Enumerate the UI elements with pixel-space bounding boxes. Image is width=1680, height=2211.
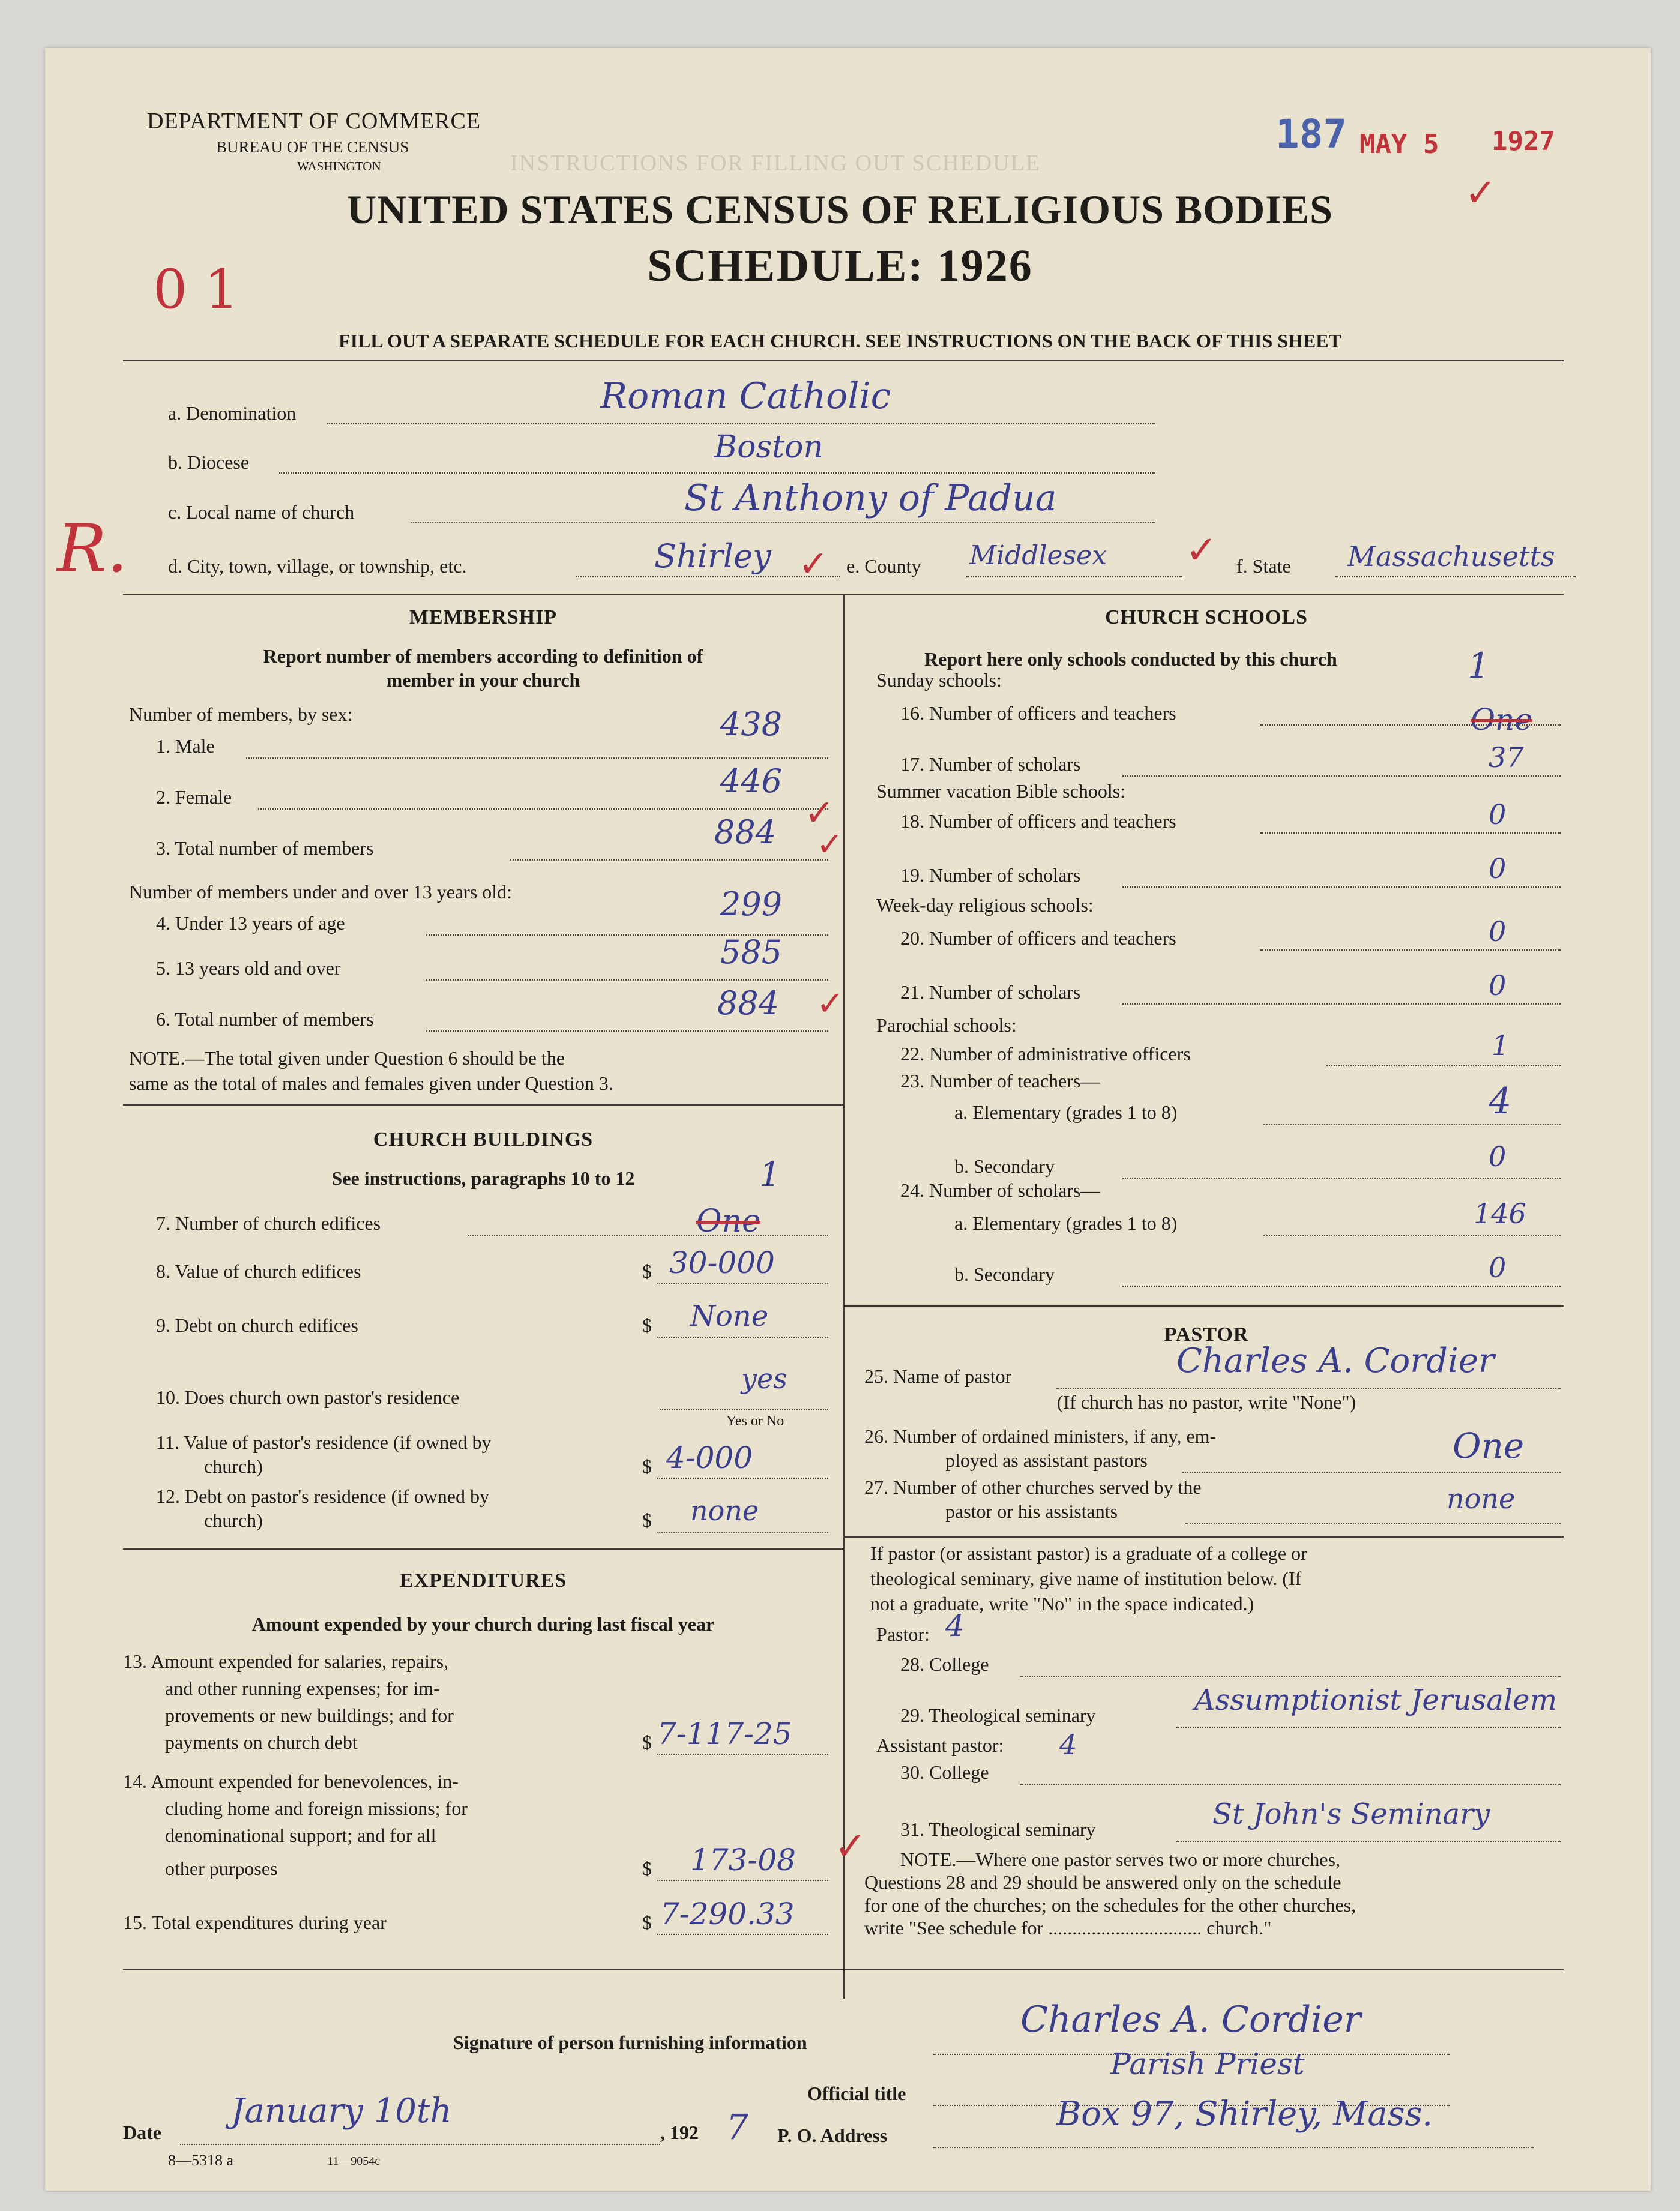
q31-label: 31. Theological seminary [900,1818,1096,1840]
state-label: f. State [1236,555,1291,577]
q26-value: One [1453,1425,1525,1466]
q15-line [657,1934,828,1935]
check-mark-icon: ✓ [798,543,829,585]
diocese-label: b. Diocese [168,451,250,473]
q2-value: 446 [720,762,783,800]
q23a-line [1263,1124,1561,1125]
section-rule [123,1548,843,1550]
q23b-label: b. Secondary [954,1155,1055,1177]
state-value: Massachusetts [1347,540,1555,573]
q22-line [1326,1065,1561,1066]
q28-label: 28. College [900,1653,989,1675]
q17-line [1122,775,1561,777]
assistant-education-mark: 4 [1059,1728,1077,1761]
q13-line-4: payments on church debt [165,1731,358,1753]
q21-line [1122,1003,1561,1005]
address-value: Box 97, Shirley, Mass. [1056,2095,1433,2134]
q7-struck-value: One [696,1203,760,1239]
q26-label-2: ployed as assistant pastors [945,1449,1148,1471]
q17-value: 37 [1489,741,1524,774]
r-annotation: R. [57,510,128,587]
column-divider [843,594,845,1999]
check-mark-icon: ✓ [816,825,844,863]
q20-label: 20. Number of officers and teachers [900,927,1176,949]
q11-line [657,1478,828,1479]
q25-label: 25. Name of pastor [864,1365,1012,1387]
weekday-schools-heading: Week-day religious schools: [876,894,1094,916]
q23a-value: 4 [1489,1080,1512,1122]
address-line [933,2147,1534,2148]
q13-line [657,1754,828,1755]
graduate-instruction-2: theological seminary, give name of institution below. (If [870,1568,1302,1589]
address-label: P. O. Address [777,2125,888,2146]
q29-value: Assumptionist Jerusalem [1194,1683,1558,1717]
vacation-schools-heading: Summer vacation Bible schools: [876,780,1126,802]
q10-label: 10. Does church own pastor's residence [156,1386,460,1408]
assistant-education-heading: Assistant pastor: [876,1734,1004,1756]
q3-label: 3. Total number of members [156,837,374,859]
graduate-instruction: If pastor (or assistant pastor) is a graduate of a college or [870,1542,1307,1564]
q30-line [1020,1784,1561,1785]
q31-value: St John's Seminary [1212,1797,1490,1831]
q16-label: 16. Number of officers and teachers [900,702,1176,724]
pastor-name-value: Charles A. Cordier [1176,1341,1495,1380]
q10-value: yes [741,1362,787,1395]
local-name-line [411,522,1155,523]
q18-label: 18. Number of officers and teachers [900,810,1176,832]
q17-label: 17. Number of scholars [900,753,1081,775]
city-value: Shirley [654,537,771,575]
q12-label-2: church) [204,1509,263,1531]
date-value: January 10th [231,2092,452,2131]
q1-label: 1. Male [156,735,215,757]
expenditures-subtitle: Amount expended by your church during last fiscal year [251,1613,715,1635]
show-through-heading: INSTRUCTIONS FOR FILLING OUT SCHEDULE [510,151,1041,176]
q2-label: 2. Female [156,786,232,808]
check-mark-icon: ✓ [1185,528,1218,573]
q6-line [426,1030,828,1032]
pastor-title: PASTOR [1164,1323,1249,1346]
q4-value: 299 [720,885,783,923]
membership-intro-2: member in your church [386,669,580,691]
q1-line [246,757,828,759]
q24a-line [1263,1235,1561,1236]
pastor-note-2: Questions 28 and 29 should be answered only on the schedule [864,1871,1341,1893]
q12-value: none [690,1494,759,1527]
q22-label: 22. Number of administrative officers [900,1043,1191,1065]
q19-label: 19. Number of scholars [900,864,1081,886]
pastor-education-heading: Pastor: [876,1623,930,1645]
section-rule [843,1305,1564,1307]
graduate-instruction-3: not a graduate, write "No" in the space indicated.) [870,1593,1254,1614]
bureau-name: BUREAU OF THE CENSUS [216,138,409,156]
county-line [966,576,1182,577]
q5-label: 5. 13 years old and over [156,957,341,979]
received-stamp-number: 187 [1275,111,1347,157]
section-rule [123,1969,1564,1970]
members-by-sex-heading: Number of members, by sex: [129,703,353,725]
q23-label: 23. Number of teachers— [900,1070,1100,1092]
q7-value: 1 [759,1155,781,1194]
q24a-value: 146 [1474,1197,1526,1230]
check-mark-icon: ✓ [816,984,845,1023]
department-name: DEPARTMENT OF COMMERCE [147,109,481,134]
q8-dollar: $ [642,1260,652,1282]
yes-no-hint: Yes or No [726,1413,784,1429]
q15-dollar: $ [642,1912,652,1933]
q14-line-4: other purposes [165,1858,278,1879]
buildings-title: CHURCH BUILDINGS [373,1128,594,1151]
denomination-line [327,423,1155,424]
q29-label: 29. Theological seminary [900,1704,1096,1726]
q13-line-2: and other running expenses; for im- [165,1677,440,1699]
pastor-note-3: for one of the churches; on the schedules for the other churches, [864,1894,1356,1916]
q16-value: 1 [1468,645,1490,686]
q2-line [258,808,828,810]
q9-label: 9. Debt on church edifices [156,1314,358,1336]
diocese-value: Boston [714,429,823,465]
schools-title: CHURCH SCHOOLS [1105,606,1308,628]
parochial-schools-heading: Parochial schools: [876,1014,1017,1036]
q14-line [657,1880,828,1881]
q7-label: 7. Number of church edifices [156,1212,381,1234]
q4-label: 4. Under 13 years of age [156,912,345,934]
county-label: e. County [846,555,921,577]
local-name-value: St Anthony of Padua [684,477,1057,519]
q21-label: 21. Number of scholars [900,981,1081,1003]
q30-label: 30. College [900,1761,989,1783]
check-mark-icon: ✓ [804,792,835,834]
q24-label: 24. Number of scholars— [900,1179,1100,1201]
form-title: UNITED STATES CENSUS OF RELIGIOUS BODIES [347,187,1333,232]
section-rule [843,1536,1564,1538]
q14-dollar: $ [642,1858,652,1879]
q10-line [660,1409,828,1410]
q11-label-2: church) [204,1455,263,1477]
diocese-line [279,472,1155,474]
check-mark-icon: ✓ [834,1824,867,1869]
q1-value: 438 [720,705,783,743]
q7-line [468,1235,828,1236]
q15-value: 7-290.33 [660,1897,795,1931]
q24a-label: a. Elementary (grades 1 to 8) [954,1212,1178,1234]
pastor-note: NOTE.—Where one pastor serves two or more churches, [900,1849,1341,1870]
q27-line [1185,1523,1561,1524]
membership-intro: Report number of members according to definition of [263,645,703,667]
q28-line [1020,1676,1561,1677]
q20-value: 0 [1489,915,1507,948]
q14-value: 173-08 [690,1843,796,1877]
q19-value: 0 [1489,852,1507,885]
signature-label: Signature of person furnishing information [453,2032,807,2053]
signature-value: Charles A. Cordier [1020,1999,1361,2041]
q18-value: 0 [1489,798,1507,831]
q9-value: None [690,1299,769,1333]
q14-line-1: 14. Amount expended for benevolences, in- [123,1770,459,1792]
expenditures-title: EXPENDITURES [399,1569,567,1592]
denomination-label: a. Denomination [168,402,297,424]
q25-note: (If church has no pastor, write "None") [1056,1391,1356,1413]
date-label: Date [123,2122,161,2143]
pastor-note-4: write "See schedule for ................................ church." [864,1917,1272,1939]
q31-line [1176,1841,1561,1842]
q22-value: 1 [1492,1029,1510,1062]
q27-label: 27. Number of other churches served by the [864,1476,1202,1498]
q27-value: none [1447,1482,1516,1515]
census-schedule-sheet [45,48,1651,2191]
print-number: 11—9054c [327,2155,381,2168]
q6-value: 884 [717,984,780,1022]
city-label: d. City, town, village, or township, etc. [168,555,467,577]
county-value: Middlesex [969,540,1107,571]
membership-note-2: same as the total of males and females given under Question 3. [129,1072,613,1094]
buildings-subtitle: See instructions, paragraphs 10 to 12 [331,1167,635,1189]
membership-note: NOTE.—The total given under Question 6 should be the [129,1047,565,1069]
q12-dollar: $ [642,1509,652,1531]
q11-value: 4-000 [666,1440,753,1475]
q29-line [1176,1727,1561,1728]
q25-line [1056,1388,1561,1389]
q9-dollar: $ [642,1314,652,1336]
sunday-schools-heading: Sunday schools: [876,669,1002,691]
q19-line [1122,886,1561,888]
q8-value: 30-000 [669,1245,775,1280]
received-stamp-date: MAY 5 [1359,129,1439,160]
q23a-label: a. Elementary (grades 1 to 8) [954,1101,1178,1123]
q9-line [657,1337,828,1338]
schools-subtitle: Report here only schools conducted by this church [924,648,1337,670]
q13-value: 7-117-25 [657,1716,792,1751]
membership-title: MEMBERSHIP [409,606,558,628]
state-line [1335,576,1576,577]
code-annotation: 0 1 [153,258,239,321]
q13-dollar: $ [642,1731,652,1753]
separate-schedule-instruction: FILL OUT A SEPARATE SCHEDULE FOR EACH CHURCH. SEE INSTRUCTIONS ON THE BACK OF THIS SHEET [339,330,1341,352]
q8-label: 8. Value of church edifices [156,1260,361,1282]
q18-line [1260,832,1561,834]
header-rule [123,360,1564,361]
q20-line [1260,949,1561,951]
q11-dollar: $ [642,1455,652,1477]
schedule-title: SCHEDULE: 1926 [647,241,1033,291]
q12-label: 12. Debt on pastor's residence (if owned by [156,1485,489,1507]
bureau-city: WASHINGTON [297,159,381,173]
q12-line [657,1532,828,1533]
pastor-education-mark: 4 [945,1608,965,1643]
q23b-line [1122,1178,1561,1179]
year-prefix: , 192 [660,2122,699,2143]
q11-label: 11. Value of pastor's residence (if owned by [156,1431,492,1453]
q26-line [1182,1472,1561,1473]
q16-struck-value: One [1471,702,1532,737]
q13-line-3: provements or new buildings; and for [165,1704,454,1726]
denomination-value: Roman Catholic [600,375,891,417]
q5-value: 585 [720,933,783,971]
check-mark-icon: ✓ [1465,171,1497,215]
official-title-label: Official title [807,2083,906,2104]
q27-label-2: pastor or his assistants [945,1500,1118,1522]
local-name-label: c. Local name of church [168,501,355,523]
q24b-line [1122,1286,1561,1287]
received-stamp-year: 1927 [1492,126,1555,157]
age-heading: Number of members under and over 13 years old: [129,881,513,903]
q23b-value: 0 [1489,1140,1507,1173]
q24b-value: 0 [1489,1251,1507,1284]
date-line [180,2144,660,2145]
q15-label: 15. Total expenditures during year [123,1912,387,1933]
q21-value: 0 [1489,969,1507,1002]
q3-line [510,859,828,861]
q3-value: 884 [714,813,777,851]
section-rule [123,1104,843,1106]
q6-label: 6. Total number of members [156,1008,374,1030]
q14-line-2: cluding home and foreign missions; for [165,1797,468,1819]
official-title-value: Parish Priest [1110,2047,1305,2081]
form-number: 8—5318 a [168,2152,234,2169]
q13-line-1: 13. Amount expended for salaries, repairs, [123,1650,449,1672]
q8-line [657,1283,828,1284]
q26-label: 26. Number of ordained ministers, if any, em- [864,1425,1217,1447]
year-digit: 7 [726,2107,748,2147]
q24b-label: b. Secondary [954,1263,1055,1285]
q14-line-3: denominational support; and for all [165,1824,436,1846]
q5-line [426,979,828,981]
